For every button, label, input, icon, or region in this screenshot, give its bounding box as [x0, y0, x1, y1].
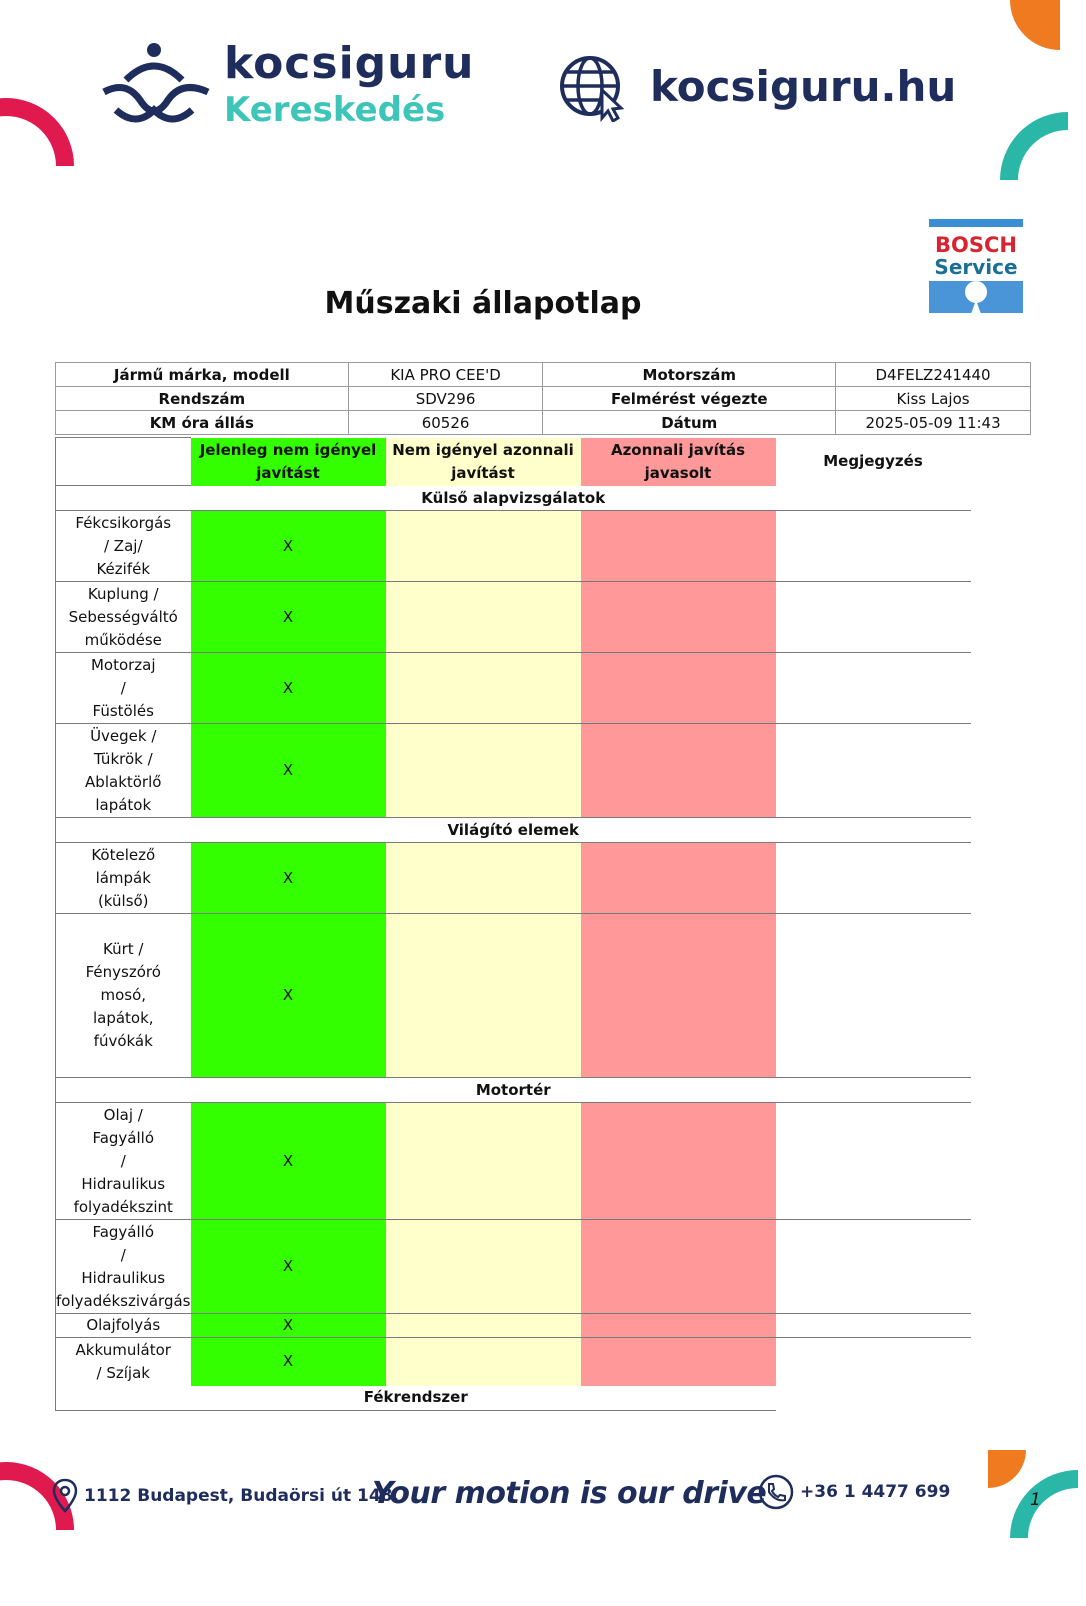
surveyor-value: Kiss Lajos [836, 387, 1031, 411]
brand-subtitle: Kereskedés [224, 90, 446, 130]
checklist-row [56, 1338, 971, 1386]
engine-label: Motorszám [543, 363, 836, 387]
col-now-header: Azonnali javítás javasolt [581, 438, 776, 486]
row-label: Kuplung / Sebességváltó működése [56, 582, 191, 653]
row-label: Akkumulátor / Szíjak [56, 1338, 191, 1386]
badge-line1: BOSCH [935, 233, 1017, 257]
ok-mark: X [191, 1314, 386, 1338]
footer-address: 1112 Budapest, Budaörsi út 148. [84, 1486, 399, 1506]
surveyor-label: Felmérést végezte [543, 387, 836, 411]
footer-slogan: Your motion is our drive [372, 1476, 767, 1511]
map-pin-icon [52, 1478, 78, 1514]
checklist-row [56, 511, 971, 582]
website-name: kocsiguru.hu [650, 62, 957, 111]
ok-mark: X [191, 914, 386, 1078]
page-title: Műszaki állapotlap [324, 286, 642, 321]
corner-decoration [988, 1450, 1026, 1488]
row-label: Kürt / Fényszóró mosó, lapátok, fúvókák [56, 914, 191, 1078]
ok-mark: X [191, 1220, 386, 1314]
ok-mark: X [191, 653, 386, 724]
corner-decoration [0, 98, 74, 234]
checklist-row [56, 843, 971, 914]
footer-phone: +36 1 4477 699 [800, 1482, 951, 1502]
km-value: 60526 [348, 411, 543, 435]
globe-cursor-icon [558, 54, 626, 122]
page-number: 1 [1030, 1490, 1041, 1510]
plate-label: Rendszám [56, 387, 349, 411]
checklist-row [56, 724, 971, 818]
badge-line2: Service [934, 255, 1018, 279]
row-label: Motorzaj / Füstölés [56, 653, 191, 724]
section-title: Világító elemek [56, 818, 971, 843]
phone-icon [758, 1474, 794, 1510]
ok-mark: X [191, 843, 386, 914]
ok-mark: X [191, 582, 386, 653]
checklist-row [56, 1314, 971, 1338]
row-label: Fagyálló / Hidraulikus folyadékszivárgás [56, 1220, 191, 1314]
checklist-row [56, 582, 971, 653]
engine-value: D4FELZ241440 [836, 363, 1031, 387]
col-ok-header: Jelenleg nem igényel javítást [191, 438, 386, 486]
km-label: KM óra állás [56, 411, 349, 435]
vehicle-info-table [55, 362, 1031, 435]
checklist-row [56, 1220, 971, 1314]
row-label: Kötelező lámpák (külső) [56, 843, 191, 914]
date-label: Dátum [543, 411, 836, 435]
checklist-row [56, 653, 971, 724]
make-value: KIA PRO CEE'D [348, 363, 543, 387]
ok-mark: X [191, 1103, 386, 1220]
row-label: Üvegek / Tükrök / Ablaktörlő lapátok [56, 724, 191, 818]
checklist-row [56, 1103, 971, 1220]
ok-mark: X [191, 724, 386, 818]
section-title: Fékrendszer [56, 1386, 776, 1411]
section-title: Külső alapvizsgálatok [56, 486, 971, 511]
footer [52, 1470, 952, 1520]
kocsiguru-logo [96, 38, 476, 134]
inspection-checklist [55, 437, 971, 1411]
make-label: Jármű márka, modell [56, 363, 349, 387]
bosch-armature-icon [965, 281, 987, 303]
col-note-header: Megjegyzés [823, 452, 923, 470]
website-logo [558, 54, 958, 124]
ok-mark: X [191, 511, 386, 582]
row-label: Fékcsikorgás / Zaj/ Kézifék [56, 511, 191, 582]
checklist-header [56, 438, 971, 486]
plate-value: SDV296 [348, 387, 543, 411]
checklist-row [56, 914, 971, 1078]
ok-mark: X [191, 1338, 386, 1386]
corner-decoration [1010, 1470, 1086, 1606]
row-label: Olajfolyás [56, 1314, 191, 1338]
date-value: 2025-05-09 11:43 [836, 411, 1031, 435]
row-label: Olaj / Fagyálló / Hidraulikus folyadékszint [56, 1103, 191, 1220]
col-later-header: Nem igényel azonnali javítást [386, 438, 581, 486]
section-title: Motortér [56, 1078, 971, 1103]
brand-name: kocsiguru [224, 38, 475, 89]
guru-logo-icon [96, 40, 216, 132]
corner-decoration [1010, 0, 1060, 50]
